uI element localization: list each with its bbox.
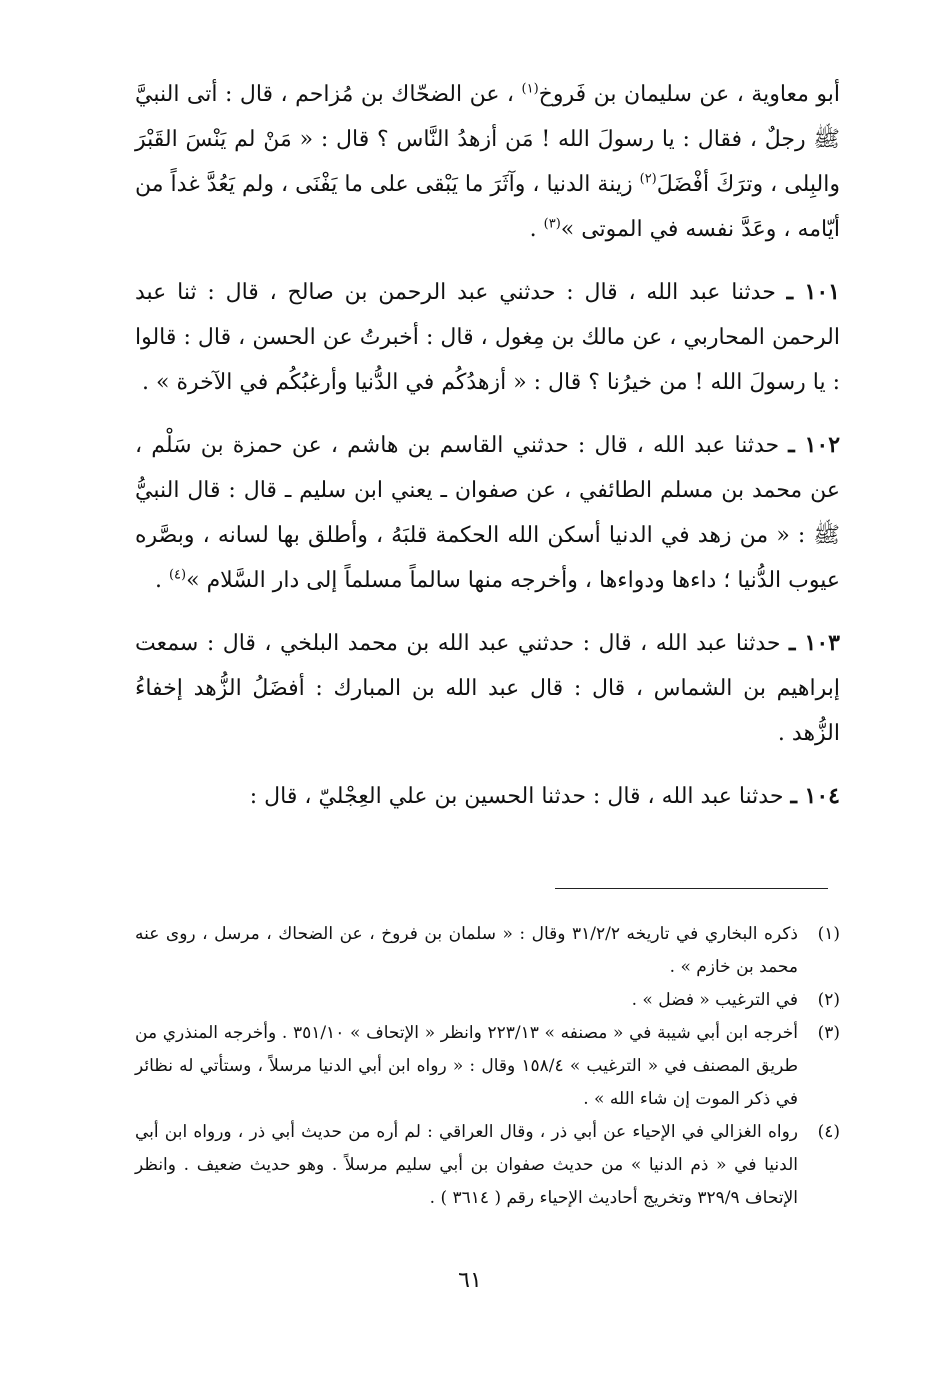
footnote-3	[135, 1017, 840, 1116]
hadith-text: حدثنا عبد الله ، قال : حدثني عبد الرحمن بن صالح ، قال : ثنا عبد الرحمن المحاربي ، عن مالك بن مِغول ، قال : أخبرتُ عن الحسن ، قال : قالوا : يا رسولَ الله ! من خيرُنا ؟ قال : « أزهدُكُم في الدُّنيا وأرغبُكُم في الآخرة » .	[135, 280, 840, 395]
hadith-103	[135, 621, 840, 756]
hadith-102	[135, 423, 840, 603]
main-text-block	[135, 72, 840, 837]
hadith-number: ١٠٤ ـ	[790, 783, 840, 809]
hadith-104	[135, 774, 840, 819]
footnotes-block	[135, 918, 840, 1215]
hadith-text: حدثنا عبد الله ، قال : حدثنا الحسين بن علي العِجْليّ ، قال :	[249, 784, 791, 809]
text-run: أبو معاوية ، عن سليمان بن فَروخ	[538, 82, 840, 107]
footnote-marker: (٢)	[817, 990, 840, 1010]
text-run: زينة الدنيا ، وآثَرَ ما يَبْقى على ما يَفْنَى ، ولم يَعُدَّ غداً من أيّامه ، وعَدَّ نفسه في الموتى »	[135, 172, 840, 242]
footnote-marker: (٣)	[817, 1023, 840, 1043]
hadith-number: ١٠٢ ـ	[788, 432, 841, 458]
footnote-marker: (٤)	[817, 1122, 840, 1142]
text-run: ، عن الضحّاك بن مُزاحم ، قال : أتى النبيَّ ﷺ رجلٌ ، فقال : يا رسولَ الله ! مَن أزهدُ النَّاس ؟ قال : « مَنْ لم يَنْسَ القَبْرَ والبِلى ، وترَكَ أفْضَلَ	[135, 82, 840, 197]
footnote-ref-2[interactable]: (٢)	[639, 171, 657, 187]
footnote-text: رواه الغزالي في الإحياء عن أبي ذر ، وقال العراقي : لم أره من حديث أبي ذر ، ورواه ابن أبي الدنيا في « ذم الدنيا » من حديث صفوان بن أبي سليم مرسلاً . وهو حديث ضعيف . وانظر الإتحاف ٣٢٩/٩ وتخريج أحاديث الإحياء رقم ( ٣٦١٤ ) .	[135, 1122, 798, 1208]
hadith-text: حدثنا عبد الله ، قال : حدثني عبد الله بن محمد البلخي ، قال : سمعت إبراهيم بن الشماس ، قال : قال عبد الله بن المبارك : أفضَلُ الزُّهد إخفاءُ الزُّهد .	[135, 631, 840, 746]
hadith-101	[135, 270, 840, 405]
page-number: ٦١	[458, 1268, 482, 1293]
hadith-number: ١٠١ ـ	[786, 279, 840, 305]
text-run: .	[529, 217, 544, 242]
text-run: .	[154, 568, 169, 593]
footnote-ref-3[interactable]: (٣)	[543, 216, 561, 232]
footnote-text: في الترغيب « فضل » .	[631, 990, 798, 1010]
footnote-ref-4[interactable]: (٤)	[168, 567, 187, 583]
footnote-text: أخرجه ابن أبي شيبة في « مصنفه » ٢٢٣/١٣ وانظر « الإتحاف » ٣٥١/١٠ . وأخرجه المنذري من طريق المصنف في « الترغيب » ١٥٨/٤ وقال : « رواه ابن أبي الدنيا مرسلاً ، وستأتي له نظائر في ذكر الموت إن شاء الله » .	[135, 1023, 798, 1109]
hadith-text: حدثنا عبد الله ، قال : حدثني القاسم بن هاشم ، عن حمزة بن سَلْم ، عن محمد بن مسلم الطائفي ، عن صفوان ـ يعني ابن سليم ـ قال : قال النبيُّ ﷺ : « من زهد في الدنيا أسكن الله الحكمة قلبَهُ ، وأطلق بها لسانه ، وبصَّره عيوب الدُّنيا ؛ داءها ودواءها ، وأخرجه منها سالماً مسلماً إلى دار السَّلام »	[135, 433, 840, 593]
hadith-number: ١٠٣ ـ	[788, 630, 840, 656]
paragraph-continuation	[135, 72, 840, 252]
footnote-marker: (١)	[817, 924, 840, 944]
footnote-4	[135, 1116, 840, 1215]
footnote-separator	[555, 888, 828, 889]
footnote-text: ذكره البخاري في تاريخه ٣١/٢/٢ وقال : « سلمان بن فروخ ، عن الضحاك ، مرسل ، روى عنه محمد بن خازم » .	[135, 924, 798, 977]
footnote-2	[135, 984, 840, 1017]
footnote-1	[135, 918, 840, 984]
footnote-ref-1[interactable]: (١)	[521, 81, 539, 97]
